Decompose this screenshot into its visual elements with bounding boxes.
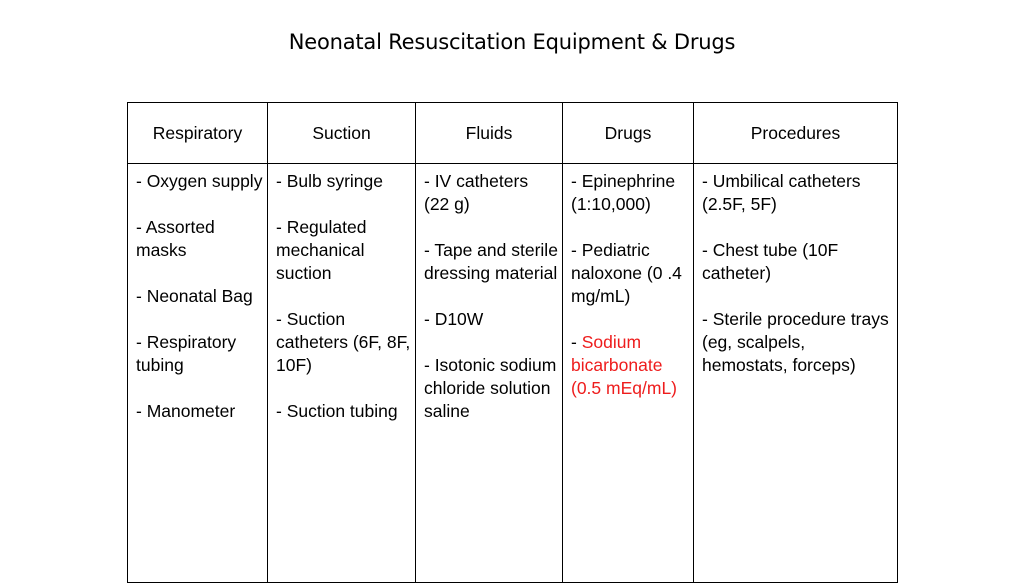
cell-procedures [694,164,898,583]
list-item: - Epinephrine (1:10,000) [571,171,676,214]
list-item: - D10W [424,309,484,329]
cell-respiratory [128,164,268,583]
list-item: - Suction catheters (6F, 8F, 10F) [276,309,411,375]
list-item: - Manometer [136,401,236,421]
header-respiratory: Respiratory [128,103,268,164]
list-item: - Bulb syringe [276,171,383,191]
list-item: - Chest tube (10F catheter) [702,240,839,283]
list-item: - Pediatric naloxone (0 .4 mg/mL) [571,240,682,306]
cell-suction [268,164,416,583]
table-header-row [128,103,898,164]
list-item: - Umbilical catheters (2.5F, 5F) [702,171,861,214]
list-item-highlighted [571,331,689,400]
header-procedures: Procedures [694,103,898,164]
list-item: - Isotonic sodium chloride solution saline [424,355,557,421]
list-item: - Oxygen supply [136,171,263,191]
table-row [128,164,898,583]
list-item: - Suction tubing [276,401,398,421]
list-item: - Neonatal Bag [136,286,253,306]
slide-title: Neonatal Resuscitation Equipment & Drugs [288,30,736,54]
highlight-prefix: - [571,332,582,352]
list-item: - Assorted masks [136,217,215,260]
cell-fluids [416,164,563,583]
cell-drugs [563,164,694,583]
list-item: - Sterile procedure trays (eg, scalpels, hemostats, forceps) [702,309,889,375]
header-drugs: Drugs [563,103,694,164]
header-suction: Suction [268,103,416,164]
list-item: - Regulated mechanical suction [276,217,367,283]
list-item: - IV catheters (22 g) [424,171,529,214]
equipment-table [127,102,898,583]
header-fluids: Fluids [416,103,563,164]
highlight-text: Sodium bicarbonate (0.5 mEq/mL) [571,332,677,398]
list-item: - Tape and sterile dressing material [424,240,558,283]
list-item: - Respiratory tubing [136,332,237,375]
